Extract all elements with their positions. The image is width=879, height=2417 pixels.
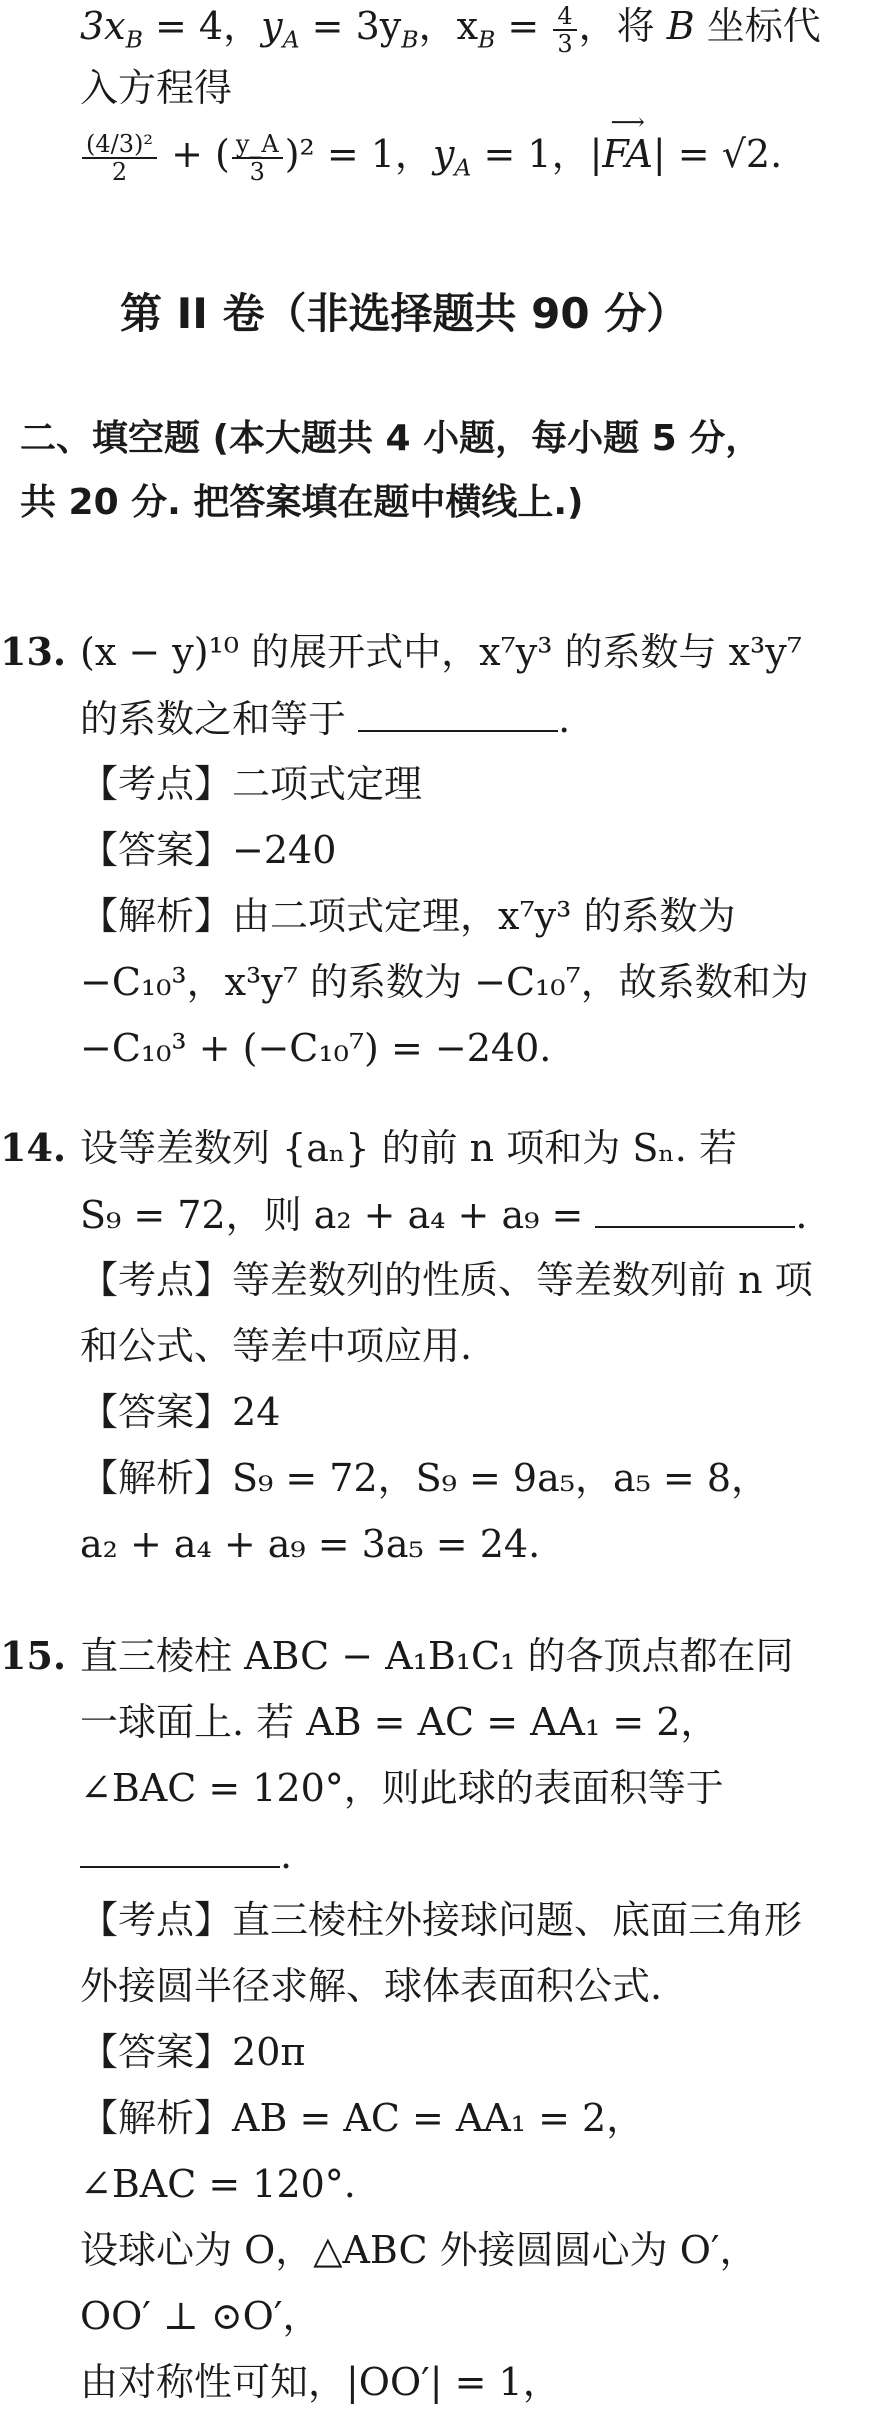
q15-stem-line-2: 一球面上. 若 AB = AC = AA₁ = 2， bbox=[80, 1700, 719, 1744]
q15-kaodian-line-1: 【考点】直三棱柱外接球问题、底面三角形 bbox=[80, 1898, 803, 1942]
q13-stem-line-2: 的系数之和等于 . bbox=[80, 692, 570, 745]
q14-stem-line-1: 设等差数列 {aₙ} 的前 n 项和为 Sₙ. 若 bbox=[80, 1126, 737, 1170]
fraction-4-3: $\frac{4}{3}$ bbox=[553, 3, 576, 57]
top-line-2: 入方程得 bbox=[80, 66, 233, 110]
fraction-ellipse-x: $\frac{\text{(4/3)²}}{2}$ bbox=[82, 131, 157, 185]
answer-blank bbox=[358, 692, 558, 732]
q14-kaodian-line-2: 和公式、等差中项应用. bbox=[80, 1324, 473, 1368]
q13-kaodian: 【考点】二项式定理 bbox=[80, 762, 423, 806]
fraction-ellipse-y: $\frac{y\_A}{3}$ bbox=[232, 131, 283, 185]
q15-stem-line-4: . bbox=[80, 1828, 292, 1881]
vector-fa: ⟶ FA bbox=[602, 108, 653, 176]
q14-answer: 【答案】24 bbox=[80, 1390, 281, 1434]
q15-stem-line-1: 直三棱柱 ABC − A₁B₁C₁ 的各顶点都在同 bbox=[80, 1634, 794, 1678]
top-line-3: $\frac{\text{(4/3)²}}{2}$ + ( $\frac{y\_A}{3}$ )² = 1，$y_A = 1$，| ⟶ FA| = √2. bbox=[80, 128, 782, 185]
section-subtitle-line-2: 共 20 分. 把答案填在题中横线上.) bbox=[20, 482, 584, 523]
section-subtitle-line-1: 二、填空题 (本大题共 4 小题，每小题 5 分， bbox=[20, 418, 762, 459]
question-15-number: 15. bbox=[0, 1633, 67, 1678]
question-14-number: 14. bbox=[0, 1125, 67, 1170]
q14-stem-line-2: S₉ = 72，则 a₂ + a₄ + a₉ = . bbox=[80, 1188, 807, 1241]
q15-kaodian-line-2: 外接圆半径求解、球体表面积公式. bbox=[80, 1964, 663, 2008]
q13-analysis-line-1: 【解析】由二项式定理，x⁷y³ 的系数为 bbox=[80, 894, 736, 938]
vector-arrow-icon: ⟶ bbox=[610, 108, 645, 136]
q14-analysis-line-2: a₂ + a₄ + a₉ = 3a₅ = 24. bbox=[80, 1522, 541, 1566]
q13-answer: 【答案】−240 bbox=[80, 828, 337, 872]
q15-analysis-line-1: 【解析】AB = AC = AA₁ = 2， bbox=[80, 2096, 645, 2140]
q15-answer: 【答案】20π bbox=[80, 2030, 306, 2074]
q15-stem-line-3: ∠BAC = 120°，则此球的表面积等于 bbox=[80, 1766, 724, 1810]
q15-analysis-line-2: ∠BAC = 120°. bbox=[80, 2162, 356, 2206]
section-title: 第 II 卷（非选择题共 90 分） bbox=[120, 289, 689, 338]
q14-analysis-line-1: 【解析】S₉ = 72，S₉ = 9a₅，a₅ = 8， bbox=[80, 1456, 770, 1500]
q15-analysis-line-5: 由对称性可知，|OO′| = 1， bbox=[80, 2360, 561, 2404]
q13-analysis-line-3: −C₁₀³ + (−C₁₀⁷) = −240. bbox=[80, 1026, 552, 1070]
answer-blank bbox=[80, 1828, 280, 1868]
q14-kaodian-line-1: 【考点】等差数列的性质、等差数列前 n 项 bbox=[80, 1258, 813, 1302]
q13-stem-line-1: (x − y)¹⁰ 的展开式中，x⁷y³ 的系数与 x³y⁷ bbox=[80, 630, 802, 674]
q15-analysis-line-4: OO′ ⊥ ⊙O′， bbox=[80, 2294, 321, 2338]
answer-blank bbox=[595, 1188, 795, 1228]
q13-analysis-line-2: −C₁₀³，x³y⁷ 的系数为 −C₁₀⁷，故系数和为 bbox=[80, 960, 809, 1004]
top-line-1: $3x_B = 4$，$y_A = 3y_B$，$x_B$ = $\frac{4}{3}$ ，将 B 坐标代 bbox=[80, 1, 821, 58]
question-13-number: 13. bbox=[0, 629, 67, 674]
q15-analysis-line-3: 设球心为 O，△ABC 外接圆圆心为 O′， bbox=[80, 2228, 758, 2272]
